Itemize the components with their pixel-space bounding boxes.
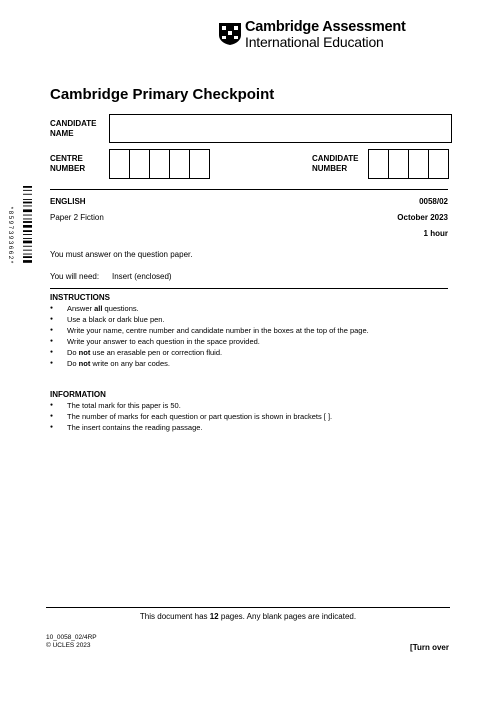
centre-number-label: CENTRE NUMBER: [50, 154, 86, 173]
list-item: ● Answer all questions.: [50, 303, 369, 314]
candidate-number-box[interactable]: [408, 149, 429, 179]
divider: [50, 189, 448, 190]
barcode-text: * 8 5 9 7 3 9 3 6 6 2 *: [7, 206, 13, 264]
page-count-note: This document has 12 pages. Any blank pages are indicated.: [139, 612, 357, 621]
subject: ENGLISH: [50, 197, 86, 206]
list-item: ● The insert contains the reading passage.: [50, 422, 332, 433]
candidate-number-box[interactable]: [388, 149, 409, 179]
you-will-need-label: You will need:: [50, 272, 100, 281]
divider: [50, 288, 448, 289]
answer-on-paper: You must answer on the question paper.: [50, 250, 193, 259]
document-ref: 10_0058_02/4RP: [46, 634, 97, 641]
candidate-number-label: CANDIDATE NUMBER: [312, 154, 359, 173]
crest-icon: [218, 22, 242, 46]
barcode-icon: [14, 186, 32, 286]
paper-code: 0058/02: [419, 197, 448, 206]
copyright: © UCLES 2023: [46, 642, 91, 649]
list-item: ● The total mark for this paper is 50.: [50, 400, 332, 411]
centre-number-box[interactable]: [169, 149, 190, 179]
candidate-name-field[interactable]: [109, 114, 452, 143]
centre-number-box[interactable]: [129, 149, 150, 179]
turn-over: [Turn over: [410, 643, 449, 652]
instructions-list: [50, 303, 369, 369]
list-item: ● Write your name, centre number and candidate number in the boxes at the top of the page.: [50, 325, 369, 336]
centre-number-box[interactable]: [109, 149, 130, 179]
list-item: ● Write your answer to each question in the space provided.: [50, 336, 369, 347]
candidate-number-boxes[interactable]: [368, 149, 449, 179]
candidate-number-box[interactable]: [368, 149, 389, 179]
logo-text-line2: International Education: [245, 34, 384, 50]
candidate-name-label: CANDIDATE NAME: [50, 119, 97, 138]
duration: 1 hour: [423, 229, 448, 238]
list-item: ● Do not write on any bar codes.: [50, 358, 369, 369]
page-title: Cambridge Primary Checkpoint: [50, 86, 275, 103]
centre-number-box[interactable]: [149, 149, 170, 179]
centre-number-boxes[interactable]: [109, 149, 210, 179]
logo-text-line1: Cambridge Assessment: [245, 19, 406, 35]
you-will-need-value: Insert (enclosed): [112, 272, 172, 281]
session: October 2023: [397, 213, 448, 222]
paper-name: Paper 2 Fiction: [50, 213, 104, 222]
list-item: ● Do not use an erasable pen or correction fluid.: [50, 347, 369, 358]
centre-number-box[interactable]: [189, 149, 210, 179]
information-heading: INFORMATION: [50, 390, 106, 399]
list-item: ● The number of marks for each question or part question is shown in brackets [ ].: [50, 411, 332, 422]
candidate-number-box[interactable]: [428, 149, 449, 179]
footer-divider: [46, 607, 450, 608]
instructions-heading: INSTRUCTIONS: [50, 293, 110, 302]
list-item: ● Use a black or dark blue pen.: [50, 314, 369, 325]
information-list: [50, 400, 332, 433]
